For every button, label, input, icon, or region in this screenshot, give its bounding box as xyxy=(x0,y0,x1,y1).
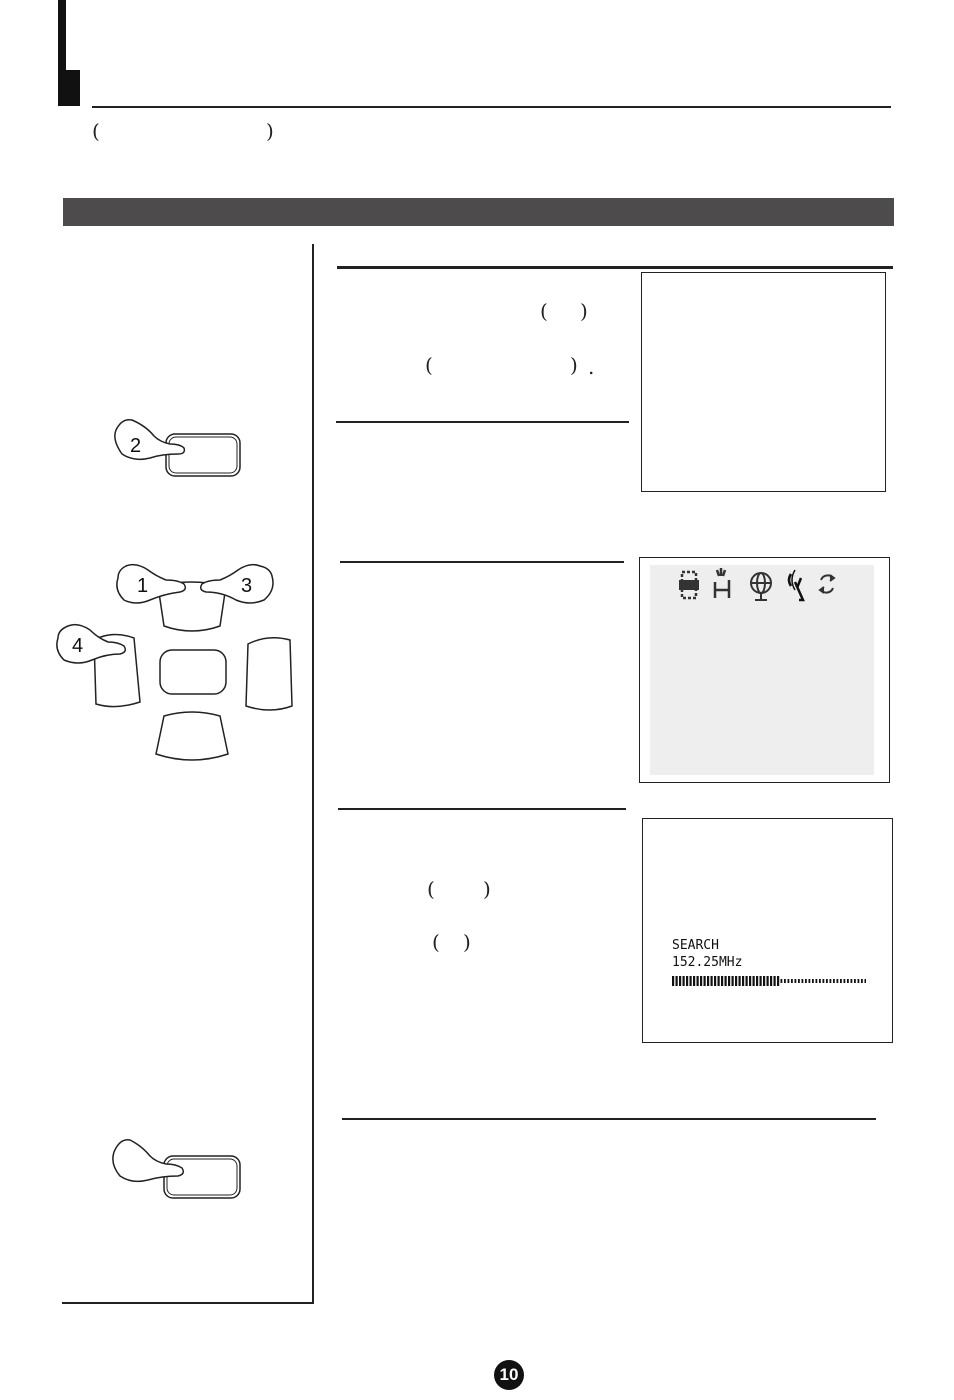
left-column-bottom-rule xyxy=(62,1302,314,1304)
finger-label-2: 2 xyxy=(130,435,142,457)
progress-tick-empty xyxy=(826,979,828,983)
progress-tick-filled xyxy=(686,976,688,986)
osd-menu-screen xyxy=(639,557,890,783)
progress-tick-empty xyxy=(840,979,842,983)
progress-tick-empty xyxy=(851,979,853,983)
page-number-badge: 10 xyxy=(494,1360,524,1390)
progress-tick-filled xyxy=(735,976,737,986)
progress-tick-filled xyxy=(697,976,699,986)
left-column-divider xyxy=(312,244,314,1304)
progress-tick-empty xyxy=(858,979,860,983)
progress-tick-empty xyxy=(805,979,807,983)
header-rule xyxy=(92,106,891,108)
progress-tick-filled xyxy=(718,976,720,986)
header-tab-block xyxy=(58,70,80,106)
step3-paren-a-open: ( xyxy=(427,877,435,901)
progress-tick-empty xyxy=(847,979,849,983)
progress-tick-empty xyxy=(854,979,856,983)
progress-tick-filled xyxy=(739,976,741,986)
progress-tick-empty xyxy=(781,979,783,983)
finger-label-3: 3 xyxy=(241,575,253,597)
header-paren-open: ( xyxy=(92,119,100,143)
remote-ok-button xyxy=(160,650,226,694)
progress-tick-filled xyxy=(774,976,776,986)
progress-tick-filled xyxy=(777,976,779,986)
progress-tick-filled xyxy=(742,976,744,986)
progress-tick-filled xyxy=(711,976,713,986)
progress-tick-empty xyxy=(816,979,818,983)
section-title-band xyxy=(63,198,894,226)
step1-paren-b-open: ( xyxy=(425,353,433,377)
remote-down-button xyxy=(156,712,228,760)
step3-rule xyxy=(340,561,624,563)
progress-tick-filled xyxy=(753,976,755,986)
remote-illustration xyxy=(50,240,310,1240)
progress-tick-empty xyxy=(830,979,832,983)
progress-tick-filled xyxy=(760,976,762,986)
header-paren-close: ) xyxy=(266,119,274,143)
progress-tick-filled xyxy=(704,976,706,986)
progress-tick-filled xyxy=(746,976,748,986)
progress-tick-empty xyxy=(791,979,793,983)
progress-tick-filled xyxy=(763,976,765,986)
progress-tick-filled xyxy=(749,976,751,986)
step1-period: . xyxy=(588,355,595,379)
sound-icon xyxy=(715,568,729,598)
progress-tick-empty xyxy=(861,979,863,983)
progress-tick-empty xyxy=(812,979,814,983)
osd-search-screen xyxy=(642,818,893,1043)
progress-tick-filled xyxy=(721,976,723,986)
progress-tick-filled xyxy=(707,976,709,986)
progress-tick-empty xyxy=(802,979,804,983)
progress-tick-empty xyxy=(809,979,811,983)
progress-tick-filled xyxy=(676,976,678,986)
finger-label-1: 1 xyxy=(137,575,149,597)
progress-tick-filled xyxy=(693,976,695,986)
progress-tick-empty xyxy=(823,979,825,983)
remote-menu-button xyxy=(166,434,240,476)
progress-tick-empty xyxy=(844,979,846,983)
progress-tick-filled xyxy=(700,976,702,986)
osd-screen-1 xyxy=(641,272,886,492)
progress-tick-filled xyxy=(714,976,716,986)
progress-tick-filled xyxy=(725,976,727,986)
preset-icon xyxy=(820,575,834,593)
progress-tick-filled xyxy=(683,976,685,986)
step1-paren-b-close: ) xyxy=(570,353,578,377)
bottom-section-rule xyxy=(342,1118,876,1120)
search-label: SEARCH xyxy=(672,938,719,953)
step4-rule xyxy=(338,808,626,810)
progress-tick-filled xyxy=(679,976,681,986)
step1-paren-a-open: ( xyxy=(540,299,548,323)
progress-tick-filled xyxy=(672,976,674,986)
search-progress-bar xyxy=(672,976,866,986)
remote-exit-button xyxy=(164,1156,240,1198)
step3-paren-b-open: ( xyxy=(432,930,440,954)
progress-tick-filled xyxy=(767,976,769,986)
progress-tick-empty xyxy=(865,979,867,983)
progress-tick-filled xyxy=(770,976,772,986)
feature-icon xyxy=(751,573,771,600)
progress-tick-filled xyxy=(728,976,730,986)
progress-tick-filled xyxy=(690,976,692,986)
install-icon xyxy=(789,570,803,600)
progress-tick-empty xyxy=(784,979,786,983)
progress-tick-filled xyxy=(732,976,734,986)
step1-heading-rule xyxy=(337,266,893,269)
step2-rule xyxy=(336,421,629,423)
step3-paren-a-close: ) xyxy=(483,877,491,901)
finger-label-4: 4 xyxy=(72,635,84,657)
progress-tick-empty xyxy=(819,979,821,983)
picture-icon xyxy=(679,572,699,598)
remote-right-button xyxy=(246,638,292,710)
search-frequency: 152.25MHz xyxy=(672,955,743,970)
progress-tick-empty xyxy=(837,979,839,983)
progress-tick-empty xyxy=(798,979,800,983)
progress-tick-empty xyxy=(788,979,790,983)
progress-tick-filled xyxy=(756,976,758,986)
progress-tick-empty xyxy=(833,979,835,983)
step3-paren-b-close: ) xyxy=(463,930,471,954)
progress-tick-empty xyxy=(795,979,797,983)
step1-paren-a-close: ) xyxy=(580,299,588,323)
menu-icon-strip xyxy=(675,566,845,606)
